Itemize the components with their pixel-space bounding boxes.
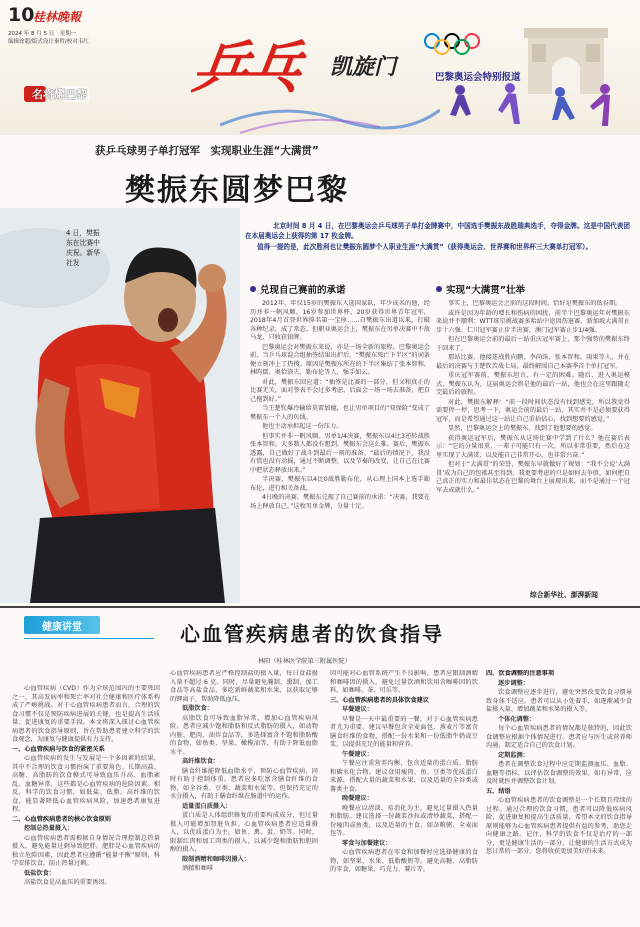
health-strong-label: 早餐建议： bbox=[342, 706, 373, 713]
health-subheading: 二、心血管疾病患者的核心饮食原则 bbox=[12, 815, 111, 823]
health-subheading: 三、心血管疾病患者的具体饮食建议 bbox=[330, 696, 429, 704]
health-strong-label: 午餐建议： bbox=[342, 750, 373, 758]
health-strong-label: 逐步调整： bbox=[498, 679, 529, 687]
health-col-4 bbox=[486, 670, 632, 923]
section1-paragraph: 4日晚的决赛，樊振东兑现了自己赛前的承诺：“决赛，我要在场上释放自己。”这枚男单金牌，分量十足。 bbox=[250, 494, 430, 510]
athlete-silhouettes-icon bbox=[440, 80, 630, 135]
health-paragraph: 心血管疾病患者的饮食调整是一个长期且持续的过程。通过合理的饮食习惯，患者可以降低疾病风险，促进康复和提高生活质量。希望本文的饮食指导原则能够为心血管疾病患者提供有益的参考，助您走向健康之路。记住，科学的饮食不仅是治疗的一部分，更是健康生活的一部分。让健康的生活方式成为您日常的一部分，您将收获更加美好的未来。 bbox=[486, 797, 632, 855]
health-strong-label: 适量蛋白质摄入： bbox=[182, 802, 232, 810]
section1-paragraph: 半决赛，樊振东以4比0战胜勒布伦，从心理上国本上选手勒布伦，进行相关备战。 bbox=[250, 476, 430, 492]
lead-paragraph: 北京时间 8 月 4 日，在巴黎奥运会乒乓球男子单打金牌赛中，中国选手樊振东战胜瑞典选手，夺得金牌。这是中国代表团在本届奥运会上获得的第 17 枚金牌。 bbox=[245, 222, 630, 240]
health-paragraph: 酒精和咖啡 bbox=[182, 865, 213, 872]
health-subheading: 一、心血管疾病与饮食的紧密关系 bbox=[12, 745, 105, 753]
special-report-label: 巴黎奥运会特别报道 bbox=[435, 72, 521, 83]
section2-paragraph: 或许是因为年龄的增长和伤病的困扰，前半个巴黎奥运年对樊振东来说并不顺利：WTT球星挑战赛多哈站中途因伤退赛、新加坡大满贯止步十六强、仁川冠军赛止步半决赛、澳门冠军赛止步1/4强。 bbox=[436, 309, 630, 334]
section2-paragraph: 但对于“大满贯”的荣誉，樊振东早就做好了规划：“我不会说‘大满贯’成为自己的包袱甚至得到，我更要考虑的只是如何去争胜，如何把自己真正的实力和最佳状态在巴黎的舞台上展现出来，而不是通过一个冠军去成就什么。” bbox=[436, 461, 630, 494]
health-strong-label: 控制总热量摄入： bbox=[24, 825, 74, 832]
health-strong-label: 高纤维饮食： bbox=[182, 758, 220, 765]
health-paragraph: 心血管疾病的发生与发展是一个多因素的结果，其中不合理的饮食习惯扮演了重要角色。长期高盐、高糖、高脂肪的饮食模式可导致血压升高、血脂紊乱、血糖异常，这些都是心血管疾病的危险因素。相反，科学的饮食习惯，如低盐、低脂、高纤维的饮食，能显著降低心血管疾病风险，加速患者康复进程。 bbox=[12, 755, 160, 813]
health-paragraph: 患者在调整饮食过程中应定期监测血压、血脂、血糖等指标，以评估饮食调整的效果。如有异常，应及时就医并调整饮食计划。 bbox=[486, 761, 632, 785]
section2-paragraph: 但在巴黎奥运会前的最后一站重庆冠军赛上，那个强势的樊振东终于回来了。 bbox=[436, 336, 630, 352]
section2-body bbox=[436, 300, 630, 588]
section2-paragraph: 重庆冠军赛前，樊振东坦言，有一定的困难。随后，进入奥运模式，樊振东认为，这届奥运会将是他的最后一站，他也会在这里跟随走完最后的旅程。 bbox=[436, 372, 630, 396]
section-bullet-icon bbox=[250, 286, 256, 292]
section1-paragraph: 对此，樊振东回应道：“抽签是比赛的一部分，但又和真正的比赛无关。面对签表不会过多考虑，后面会一场一场去准备，把自己拖到好。” bbox=[250, 378, 430, 403]
health-strong-label: 低脂饮食： bbox=[182, 705, 213, 712]
photo-caption: 4 日，樊振东在比赛中庆祝。新华社发 bbox=[66, 229, 100, 267]
banner-title: 乒乓 bbox=[188, 35, 302, 101]
section-divider bbox=[0, 606, 640, 608]
section2-title: 实现“大满贯”壮举 bbox=[446, 285, 525, 296]
health-strong-label: 零食与加餐建议： bbox=[342, 839, 392, 847]
editors-line: 编辑徐超/版式设计秦哲/校对韦红 bbox=[8, 39, 89, 45]
health-col-1 bbox=[12, 685, 160, 923]
health-strong-label: 低盐饮食： bbox=[24, 869, 55, 877]
health-paragraph: 心血管疾病患者应严格控制盐的摄入量，每日食盐摄入量不超过 6 克。同时，尽量避免腌制、熏制、加工食品等高盐食品，多吃新鲜蔬菜和水果，以获取足够的钾离子，帮助降低血压。 bbox=[170, 670, 318, 703]
health-paragraph: 心血管疾病患者在零食和加餐时应选择健康的食物，如坚果、水果、低脂酸奶等。避免高糖、高脂肪的零食，如糖果、巧克力、薯片等。 bbox=[330, 849, 478, 873]
health-paragraph: 每个心血管疾病患者的情况都是独特的，因此饮食调整应根据个体情况进行。患者应与医生或营养师沟通，制定适合自己的饮食计划。 bbox=[486, 725, 632, 749]
section1-paragraph: 但事实并非一帆风顺。男单1/4决赛，樊振东以4比3逆转战胜张本智和，大多数人都没有想到，樊振东会这么难。赛后，樊振东透露，自己做好了战斗到最后一刻的准备。“最后的情况下，我没有慌也没有动摇，通过不断调整，以及节奏的改变，让自己在比赛中把状态释放出来。” bbox=[250, 432, 430, 474]
health-paragraph: 膳食纤维能降低血脂水平，预防心血管疾病，同时有助于控制体重。患者应多吃富含膳食纤维的食物，如全谷类、豆类、蔬菜和水果等。但保持充足的水分摄入，有助于膳食纤维在肠道中的运作。 bbox=[170, 767, 318, 800]
health-paragraph: 晚餐应以清淡、易消化为主，避免过量摄入热量和脂肪。建议选择一份蔬菜沙拉或清炒蔬菜，搭配一份瘦肉或鱼类，以及适量的主食，如杂粮粥、全麦面包等。 bbox=[330, 804, 478, 837]
health-strong-label: 限制酒精和咖啡因摄入： bbox=[182, 855, 251, 863]
section-bullet-icon bbox=[436, 286, 442, 292]
feature-headline: 樊振东圆梦巴黎 bbox=[125, 173, 349, 208]
health-paragraph: 高脂饮食可导致血脂异常，增加心血管疾病风险。患者应减少饱和脂肪和反式脂肪的摄入，如动物内脏、肥肉、油炸食品等，多选择富含不饱和脂肪酸的食物，如鱼类、坚果、橄榄油等，有助于降低血脂水平。 bbox=[170, 714, 318, 756]
health-strong-label: 晚餐建议： bbox=[342, 795, 373, 802]
section1-paragraph: 巴黎奥运会对樊振东来说，亦是一场全新的旅程。巴黎奥运会前，当乒乓球混合组抽签结果出炉后，“樊振东死亡下半区”的词条便立刻冲上了热搜。原因是樊振东所在的下半区集结了张本智和、林昀儒、奥恰洛夫、勒布伦等人，强手如云。 bbox=[250, 343, 430, 376]
health-column-label-text: 健康讲堂 bbox=[42, 621, 82, 633]
section1-paragraph: 他也主动承担起这一份压力。 bbox=[262, 423, 343, 430]
olympic-rings-icon bbox=[422, 33, 482, 55]
section2-header bbox=[436, 282, 525, 296]
health-subheading: 五、结语 bbox=[486, 787, 511, 795]
health-paragraph: 高盐饮食是高血压的重要诱因。 bbox=[24, 879, 111, 886]
column-logo-text: 名将耀巴黎 bbox=[32, 88, 87, 101]
section1-title: 兑现自己赛前的承诺 bbox=[260, 285, 346, 296]
health-paragraph: 心血管疾病患者需根据自身情况合理控制总热量摄入，避免能量过剩导致肥胖。肥胖是心血管疾病的独立危险因素，因此患者应遵循“能量平衡”原则，科学安排饮食，防止热量过剩。 bbox=[12, 834, 160, 867]
health-strong-label: 个体化调整： bbox=[498, 715, 536, 723]
feature-kicker: 获乒乓球男子单打冠军 实现职业生涯“大满贯” bbox=[95, 145, 319, 157]
section2-paragraph: 对此，樊振东解释：“前一段时间状态没有找到感觉，所以我觉得需要停一停，思考一下，奥运会前的最后一站，其实并不是必须要获得冠军，而是希望通过这一站让自己重拾信心，找到想要的感觉。” bbox=[436, 398, 630, 423]
issue-date: 2024 年 8 月 5 日 星期一 bbox=[8, 31, 77, 37]
section1-paragraph: 2012年，年仅15岁的樊振东入选国家队，年少成名的他，经历并非一帆风顺。16岁参加世界杯、20岁获得世界青年冠军，2018年4月首登世界排名第一宝座……自樊振东出道以来，打破各种纪录，成了常态。但职业奥运会上，樊振东在男单决赛中不敌马龙，只收获银牌。 bbox=[250, 300, 430, 341]
health-paragraph: 因可能对心血管系统产生不良影响。患者应限制酒精和咖啡因的摄入，避免过量饮酒和饮用含咖啡因的饮料，如咖啡、茶、可乐等。 bbox=[330, 670, 478, 694]
health-paragraph: 午餐应注重营养均衡，包含适量的蛋白质、脂肪和碳水化合物。建议食用瘦肉、鱼、豆类等优质蛋白来源，搭配大量的蔬菜和水果，以及适量的全谷类或薯类主食。 bbox=[330, 760, 478, 793]
health-label-rule bbox=[24, 638, 154, 639]
athlete-photo bbox=[0, 208, 240, 603]
health-paragraph: 蛋白质是人体组织修复的重要构成成分，但过量摄入可能增加肾脏负担。心血管疾病患者应适量摄入，以优质蛋白为主，如鱼、禽、蛋、奶等。同时，限制红肉和加工肉类的摄入，以减少饱和脂肪和胆固醇的摄入。 bbox=[170, 812, 318, 853]
health-headline: 心血管疾病患者的饮食指导 bbox=[180, 622, 444, 646]
banner-subtitle: 凯旋门 bbox=[330, 54, 397, 80]
page-number: 10 bbox=[8, 4, 35, 26]
feature-lead bbox=[245, 221, 630, 253]
health-paragraph: 早餐是一天中最重要的一餐，对于心血管疾病患者尤为重要。建议早餐包含全麦面包、燕麦片等富含膳食纤维的食物，搭配一份水果和一份低脂牛奶或豆浆，以提供充足的能量和营养。 bbox=[330, 715, 478, 748]
health-strong-label: 定期监测： bbox=[498, 751, 529, 759]
health-col-3 bbox=[330, 670, 478, 923]
lead-paragraph-2: 值得一提的是，此次胜利也让樊振东圆梦个人职业生涯“大满贯”（获得奥运会、世界赛和世界杯三大赛单打冠军）。 bbox=[257, 243, 593, 251]
section2-paragraph: 事实上，巴黎奥运会之前的这段时间，恰好是樊振东的低谷期。 bbox=[448, 300, 622, 307]
section1-header bbox=[250, 282, 346, 296]
column-logo bbox=[24, 86, 89, 102]
health-subheading: 四、饮食调整的注意事项 bbox=[486, 670, 555, 677]
section1-body bbox=[250, 300, 430, 600]
banner-splash-decoration bbox=[220, 95, 440, 135]
section1-paragraph: 当王楚钦爆冷输给莫雷加德，也让男单项目的“双保险”变成了樊振东一个人的负线。 bbox=[250, 405, 430, 421]
section2-paragraph: 那站比赛，他接连战胜向鹏、李尚洙、张本智和、雨果等人，并在最后的决赛与王楚钦苦战七局，最终解围自己本赛季首个单打冠军。 bbox=[436, 354, 630, 370]
health-author: 林阳（桂林医学院第三附属医院） bbox=[258, 658, 351, 665]
health-paragraph: 饮食调整应逐步进行，避免突然改变饮食习惯导致身体不适应。患者可以从小处着手，如逐渐减少食盐摄入量、增加蔬菜和水果的摄入等。 bbox=[486, 689, 632, 713]
feature-byline: 综合新华社、澎湃新闻 bbox=[530, 591, 598, 599]
paper-name: 桂林晚報 bbox=[33, 10, 82, 24]
section2-paragraph: 获得奥运冠军后，樊振东从这场比赛中学到了什么？他在赛后表示：“它的分量很重，一辈子可能只有一次，所以非常重要，然后在这里实现了大满贯，以及能自己非常开心，也非常兴奋。” bbox=[436, 434, 630, 459]
section2-paragraph: 显然，巴黎奥运会上的樊振东，找到了他想要的感觉。 bbox=[448, 425, 597, 432]
health-column-label bbox=[24, 616, 100, 634]
health-paragraph: 心血管疾病（CVD）作为全球范围内的主要死因之一，其高发病率和死亡率对社会健康和医疗体系构成了严峻挑战。对于心血管疾病患者而言，合理的饮食习惯不仅是预防疾病进展的关键，也是提高生活质量、促进康复的重要手段。本文将深入探讨心血管疾病患者的饮食指导原则，旨在帮助患者建立科学的饮食观念，为康复与健康提供有力支持。 bbox=[12, 685, 160, 743]
health-col-2 bbox=[170, 670, 318, 923]
athlete-figure bbox=[0, 208, 240, 603]
masthead bbox=[0, 0, 640, 135]
